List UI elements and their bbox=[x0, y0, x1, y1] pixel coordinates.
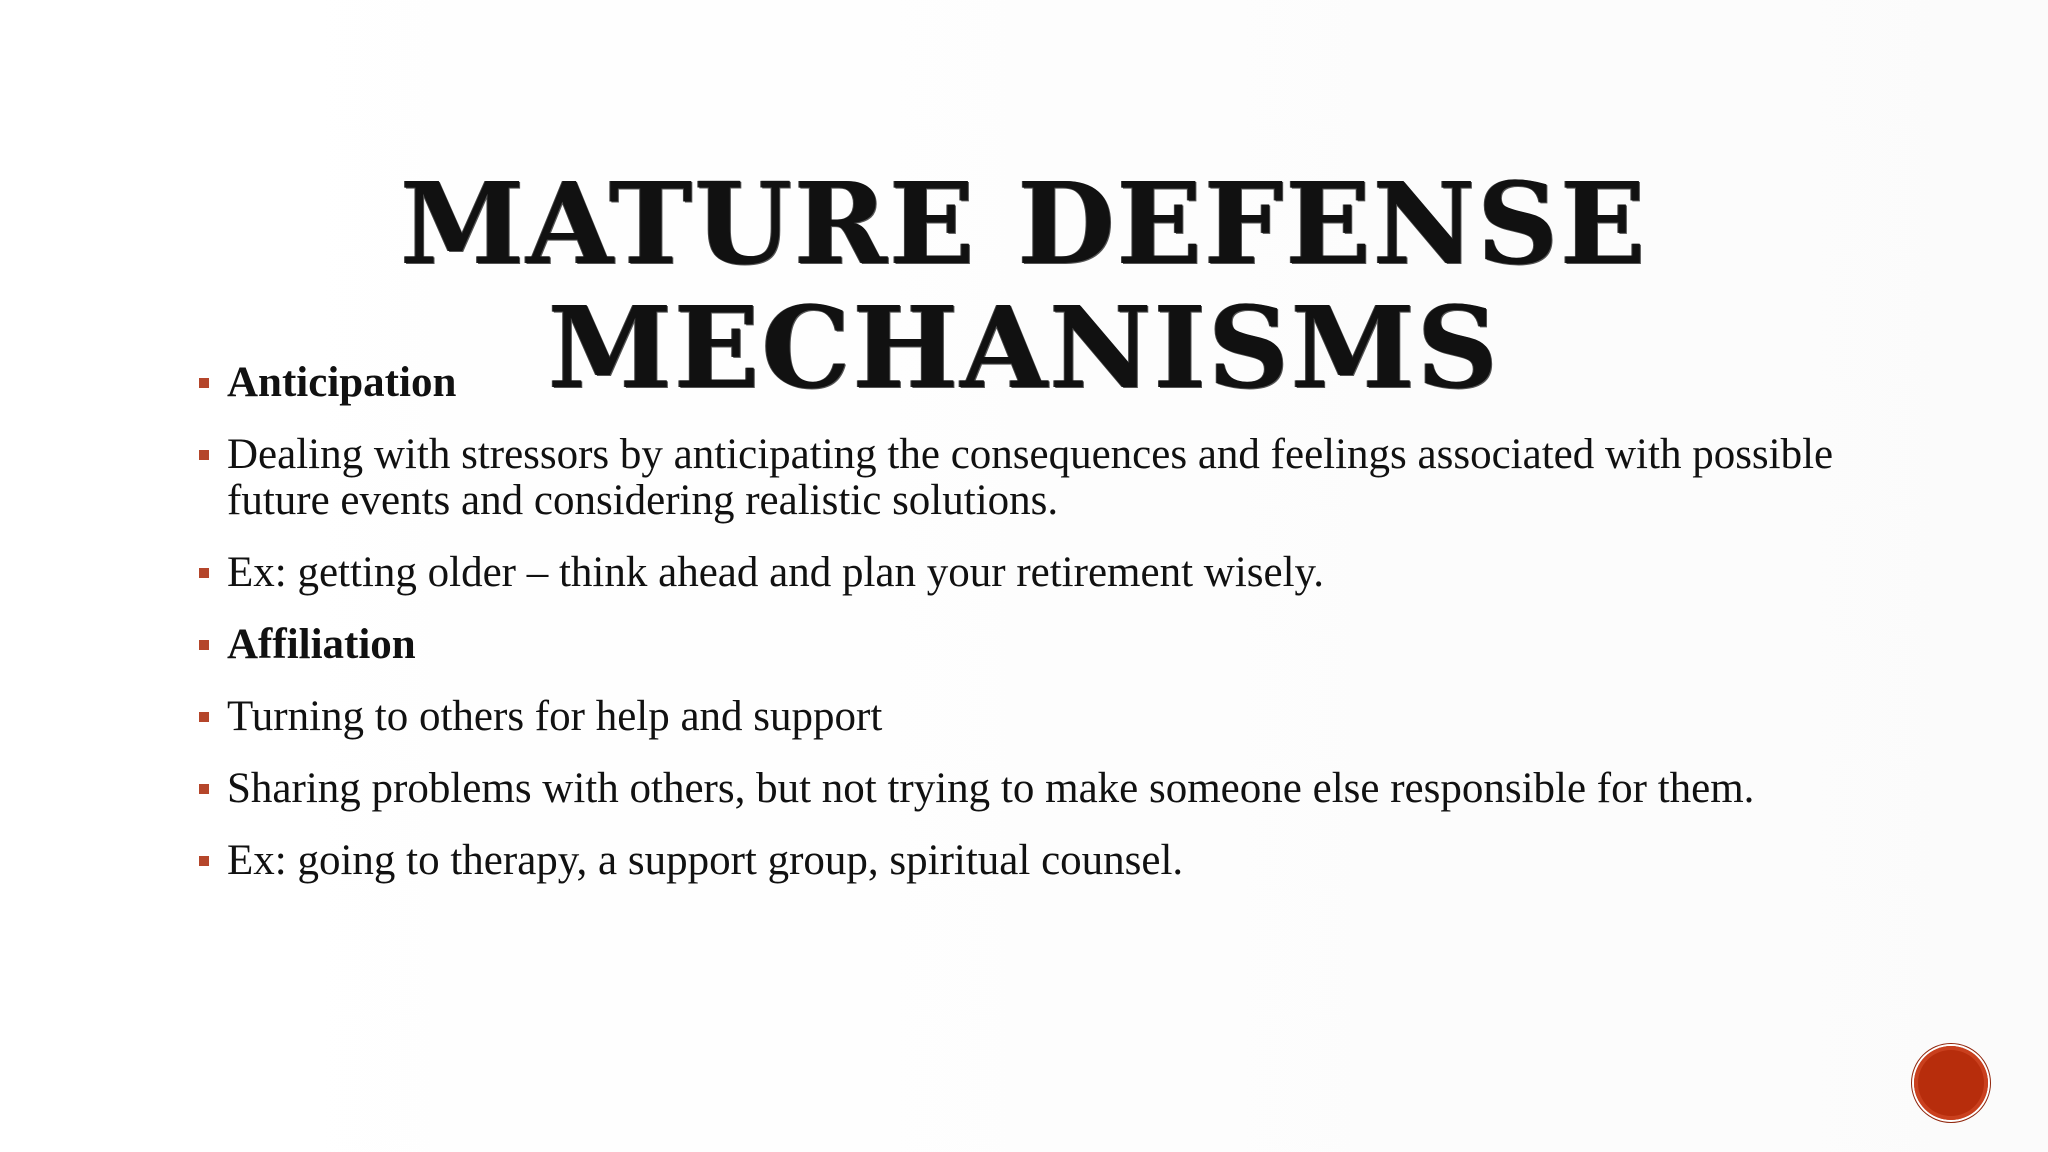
bullet-text: Affiliation bbox=[227, 621, 416, 668]
bullet-marker-icon bbox=[199, 640, 209, 650]
title-line-2: MECHANISMS bbox=[548, 283, 1500, 415]
title-line-1: MATURE DEFENSE bbox=[400, 159, 1648, 291]
bullet-anticipation-example bbox=[195, 550, 1875, 596]
bullet-anticipation bbox=[195, 360, 1875, 406]
bullet-anticipation-definition bbox=[195, 432, 1875, 524]
bullet-affiliation-detail bbox=[195, 766, 1875, 812]
bullet-text: Turning to others for help and support bbox=[227, 693, 883, 740]
bullet-text: Sharing problems with others, but not trying to make someone else responsible for them. bbox=[227, 765, 1755, 812]
bullet-affiliation bbox=[195, 622, 1875, 668]
bullet-list bbox=[195, 360, 1875, 910]
bullet-marker-icon bbox=[199, 784, 209, 794]
bullet-affiliation-example bbox=[195, 838, 1875, 884]
bullet-marker-icon bbox=[199, 450, 209, 460]
bullet-marker-icon bbox=[199, 712, 209, 722]
slide-nav-circle-icon[interactable] bbox=[1914, 1046, 1988, 1120]
bullet-text: Anticipation bbox=[227, 359, 457, 406]
bullet-affiliation-definition bbox=[195, 694, 1875, 740]
bullet-text: Dealing with stressors by anticipating the consequences and feelings associated with possible future events and considering realistic solutions. bbox=[227, 431, 1834, 524]
bullet-marker-icon bbox=[199, 568, 209, 578]
bullet-text: Ex: going to therapy, a support group, spiritual counsel. bbox=[227, 837, 1184, 884]
bullet-text: Ex: getting older – think ahead and plan your retirement wisely. bbox=[227, 549, 1324, 596]
bullet-marker-icon bbox=[199, 856, 209, 866]
bullet-marker-icon bbox=[199, 378, 209, 388]
